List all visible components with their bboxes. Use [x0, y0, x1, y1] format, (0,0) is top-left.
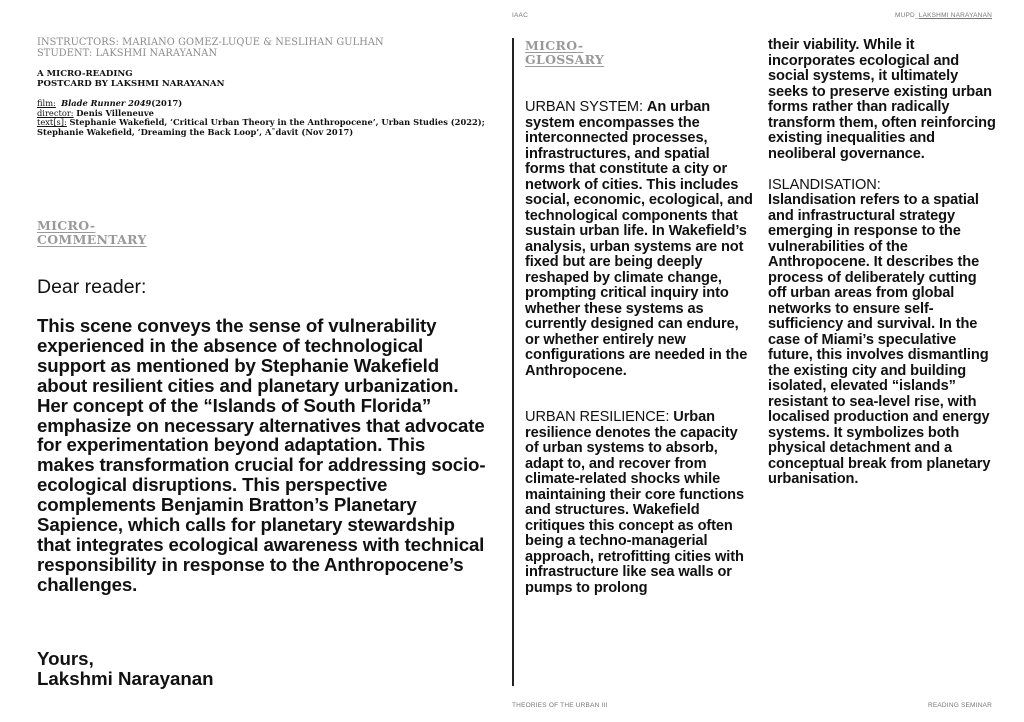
glossary-term: URBAN SYSTEM:: [525, 99, 643, 115]
instructors-line: INSTRUCTORS: MARIANO GOMEZ-LUQUE & NESLIHAN GULHAN: [37, 37, 384, 48]
film-label: film:: [37, 98, 56, 108]
texts-list: Stephanie Wakefield, ‘Critical Urban Theory in the Anthropocene’, Urban Studies (2022); Stephanie Wakefield, ‘Dreaming the Back Loop’, A˜davit (Nov 2017): [37, 117, 485, 137]
postcard-title: [37, 69, 497, 89]
footer-right-label: READING SEMINAR: [927, 702, 992, 709]
director-name: Denis Villeneuve: [76, 107, 154, 118]
glossary-entry-urban-resilience: [525, 410, 753, 596]
column-divider: [512, 38, 514, 686]
header-center-label: IAAC: [512, 12, 528, 19]
commentary-heading-line1: MICRO-: [37, 218, 96, 233]
header-right-name: LAKSHMI NARAYANAN: [918, 12, 992, 19]
commentary-heading: [37, 219, 237, 247]
texts-credit: [37, 118, 497, 137]
commentary-body: This scene conveys the sense of vulnerability experienced in the absence of technological support as mentioned by Stephanie Wakefield about resilient cities and planetary urbanization. Her concept of the “Islands of South Florida” emphasize on necessary alternatives that advocate for experimentation beyond adaptation. This makes transformation crucial for addressing socio-ecological disruptions. This perspective complements Benjamin Bratton’s Planetary Sapience, which calls for planetary stewardship that integrates ecological awareness with technical responsibility in response to the Anthropocene’s challenges.: [37, 315, 486, 595]
signature: Lakshmi Narayanan: [37, 667, 214, 689]
glossary-definition: An urban system encompasses the interconnected processes, infrastructures, and spatial forms that constitute a city or network of cities. This includes social, economic, ecological, and technological components that sustain urban life. In Wakefield’s analysis, urban systems are not fixed but are being deeply reshaped by climate change, prompting critical inquiry into whether these systems as currently designed can endure, or whether entirely new configurations are needed in the Anthropocene.: [525, 99, 753, 379]
postcard-title-line2: POSTCARD BY LAKSHMI NARAYANAN: [37, 79, 225, 89]
postcard-title-line1: A MICRO-READING: [37, 69, 133, 79]
course-meta: [37, 37, 497, 59]
closing: Yours,: [37, 648, 94, 669]
glossary-term: URBAN RESILIENCE:: [525, 409, 670, 425]
signoff: [37, 649, 487, 689]
glossary-column-2: [768, 38, 996, 488]
student-line: STUDENT: LAKSHMI NARAYANAN: [37, 48, 218, 59]
glossary-entry-islandisation: [768, 178, 996, 488]
glossary-definition-continued: their viability. While it incorporates ecological and social systems, it ultimately seeks to preserve existing urban forms rather than radically transform them, often reinforcing existing inequalities and neoliberal governance.: [768, 37, 996, 162]
header-right-prefix: MUPD_: [895, 12, 919, 19]
glossary-term: ISLANDISATION:: [768, 176, 881, 193]
film-title: Blade Runner 2049: [61, 98, 152, 108]
glossary-heading-line1: MICRO-: [525, 38, 584, 53]
texts-label: text[s]:: [37, 117, 67, 128]
glossary-definition: Islandisation refers to a spatial and infrastructural strategy emerging in response to the vulnerabilities of the Anthropocene. It describes the process of deliberately cutting off urban areas from global networks to ensure self-sufficiency and survival. In the case of Miami’s speculative future, this involves dismantling the existing city and building isolated, elevated “islands” resistant to sea-level rise, with localised production and energy systems. It symbolizes both physical detachment and a conceptual break from planetary urbanisation.: [768, 192, 991, 487]
director-label: director:: [37, 107, 74, 118]
header-right-label: [895, 12, 992, 19]
greeting: Dear reader:: [37, 276, 147, 298]
glossary-column-1: [525, 100, 753, 596]
glossary-heading: [525, 39, 725, 67]
film-year: (2017): [151, 98, 183, 108]
glossary-definition: Urban resilience denotes the capacity of urban systems to absorb, adapt to, and recover from climate-related shocks while maintaining their core functions and structures. Wakefield critiques this concept as often being a techno-managerial approach, retrofitting cities with infrastructure like sea walls or pumps to prolong: [525, 409, 744, 596]
commentary-heading-line2: COMMENTARY: [37, 232, 147, 247]
glossary-heading-line2: GLOSSARY: [525, 52, 605, 67]
footer-center-label: THEORIES OF THE URBAN III: [512, 702, 608, 709]
glossary-entry-continuation: [768, 38, 996, 162]
credits-block: [37, 99, 497, 137]
glossary-entry-urban-system: [525, 100, 753, 379]
